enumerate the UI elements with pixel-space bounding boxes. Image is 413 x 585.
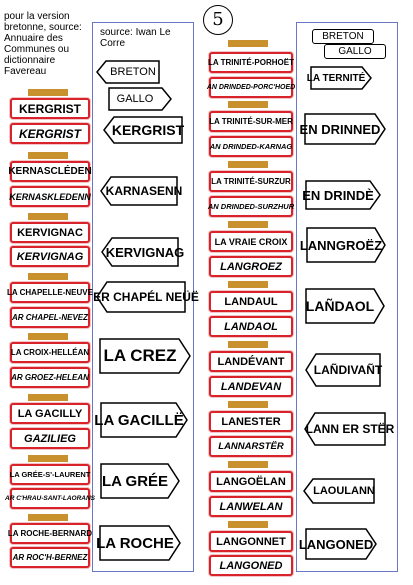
breton-sign: LANGROEZ: [209, 256, 293, 277]
french-sign: LA TRINITÉ-PORHOËT: [209, 52, 293, 73]
gallo-sign: LA GACILLË: [100, 402, 188, 438]
french-sign: LA CHAPELLE-NEUVE: [10, 282, 90, 303]
sign-post: [28, 213, 68, 220]
gallo-sign: KERVIGNAG: [101, 237, 179, 267]
page-number: 5: [203, 5, 233, 35]
breton-sign: LANNGROËZ: [306, 227, 386, 263]
breton-sign: LAÑDIVAÑT: [305, 353, 381, 387]
breton-sign: EN DRINNED: [304, 113, 386, 145]
legend-gallo-sign: GALLO: [108, 87, 172, 111]
breton-sign: GAZILIEG: [10, 428, 90, 449]
breton-sign: LANWELAN: [209, 496, 293, 517]
legend-breton-sign: BRETON: [96, 60, 160, 84]
gallo-sign: KARNASENN: [100, 176, 178, 206]
breton-sign: AR CHAPEL-NEVEZ: [10, 307, 90, 328]
sign-post: [228, 281, 268, 288]
breton-sign: LANGONED: [209, 555, 293, 576]
breton-sign: KERVIGNAG: [10, 246, 90, 267]
french-sign: LA GRÉE-S'-LAURENT: [10, 464, 90, 485]
breton-sign: AN DRINDED-KARNAG: [209, 136, 293, 157]
gallo-sign: LA ROCHE: [99, 525, 181, 561]
french-sign: LA GACILLY: [10, 403, 90, 424]
legend-gallo-label: GALLO: [324, 44, 386, 59]
breton-sign: AR ROC'H-BERNEZ: [10, 547, 90, 568]
sign-post: [28, 89, 68, 96]
gallo-sign: LA GRÉE: [100, 463, 180, 499]
french-sign: KERNASCLÉDEN: [10, 161, 90, 182]
sign-post: [228, 401, 268, 408]
breton-sign: LA TERNITÉ: [310, 66, 372, 90]
gallo-sign: LA CREZ: [99, 338, 191, 374]
breton-sign: AR C'HRAU-SANT-LAORANS: [10, 488, 90, 509]
breton-sign: KERGRIST: [10, 123, 90, 144]
source-note-breton: pour la version bretonne, source: Annuaire des Communes ou dictionnaire Favereau: [4, 11, 82, 77]
sign-post: [228, 221, 268, 228]
breton-sign: LANNARSTËR: [209, 436, 293, 457]
french-sign: LANGONNET: [209, 531, 293, 552]
legend-breton-label: BRETON: [312, 29, 374, 44]
breton-sign: AN DRINDED-SURZHUR: [209, 196, 293, 217]
breton-sign: LAÑDAOL: [305, 288, 385, 324]
breton-sign: AR GROEZ-HELEAN: [10, 367, 90, 388]
french-sign: KERGRIST: [10, 98, 90, 119]
sign-post: [28, 514, 68, 521]
french-sign: LANGOËLAN: [209, 471, 293, 492]
breton-sign: EN DRINDÈ: [305, 180, 381, 210]
source-note-gallo: source: Iwan Le Corre: [100, 27, 171, 49]
sign-post: [228, 461, 268, 468]
sign-post: [28, 273, 68, 280]
sign-post: [228, 341, 268, 348]
breton-sign: LANDEVAN: [209, 376, 293, 397]
sign-post: [228, 40, 268, 47]
sign-post: [28, 394, 68, 401]
breton-sign: LAOULANN: [303, 478, 375, 504]
french-sign: KERVIGNAC: [10, 222, 90, 243]
sign-post: [28, 152, 68, 159]
french-sign: LANDAUL: [209, 291, 293, 312]
french-sign: LANESTER: [209, 411, 293, 432]
sign-post: [228, 161, 268, 168]
sign-post: [28, 455, 68, 462]
sign-post: [228, 521, 268, 528]
french-sign: LA CROIX-HELLÉAN: [10, 342, 90, 363]
breton-sign: AN DRINDED-PORC'HOED: [209, 77, 293, 98]
breton-sign: LANDAOL: [209, 316, 293, 337]
breton-sign: LANN ER STËR: [304, 412, 386, 446]
sign-post: [28, 333, 68, 340]
french-sign: LA ROCHE-BERNARD: [10, 523, 90, 544]
french-sign: LA VRAIE CROIX: [209, 231, 293, 252]
french-sign: LA TRINITÉ-SUR-MER: [209, 111, 293, 132]
french-sign: LANDÉVANT: [209, 351, 293, 372]
breton-sign: LANGONED: [305, 528, 377, 560]
breton-sign: KERNASKLEDENN: [10, 186, 90, 207]
french-sign: LA TRINITÉ-SURZUR: [209, 171, 293, 192]
sign-post: [228, 101, 268, 108]
gallo-sign: ER CHAPÉL NEÜË: [96, 281, 186, 313]
gallo-sign: KERGRIST: [103, 116, 183, 144]
